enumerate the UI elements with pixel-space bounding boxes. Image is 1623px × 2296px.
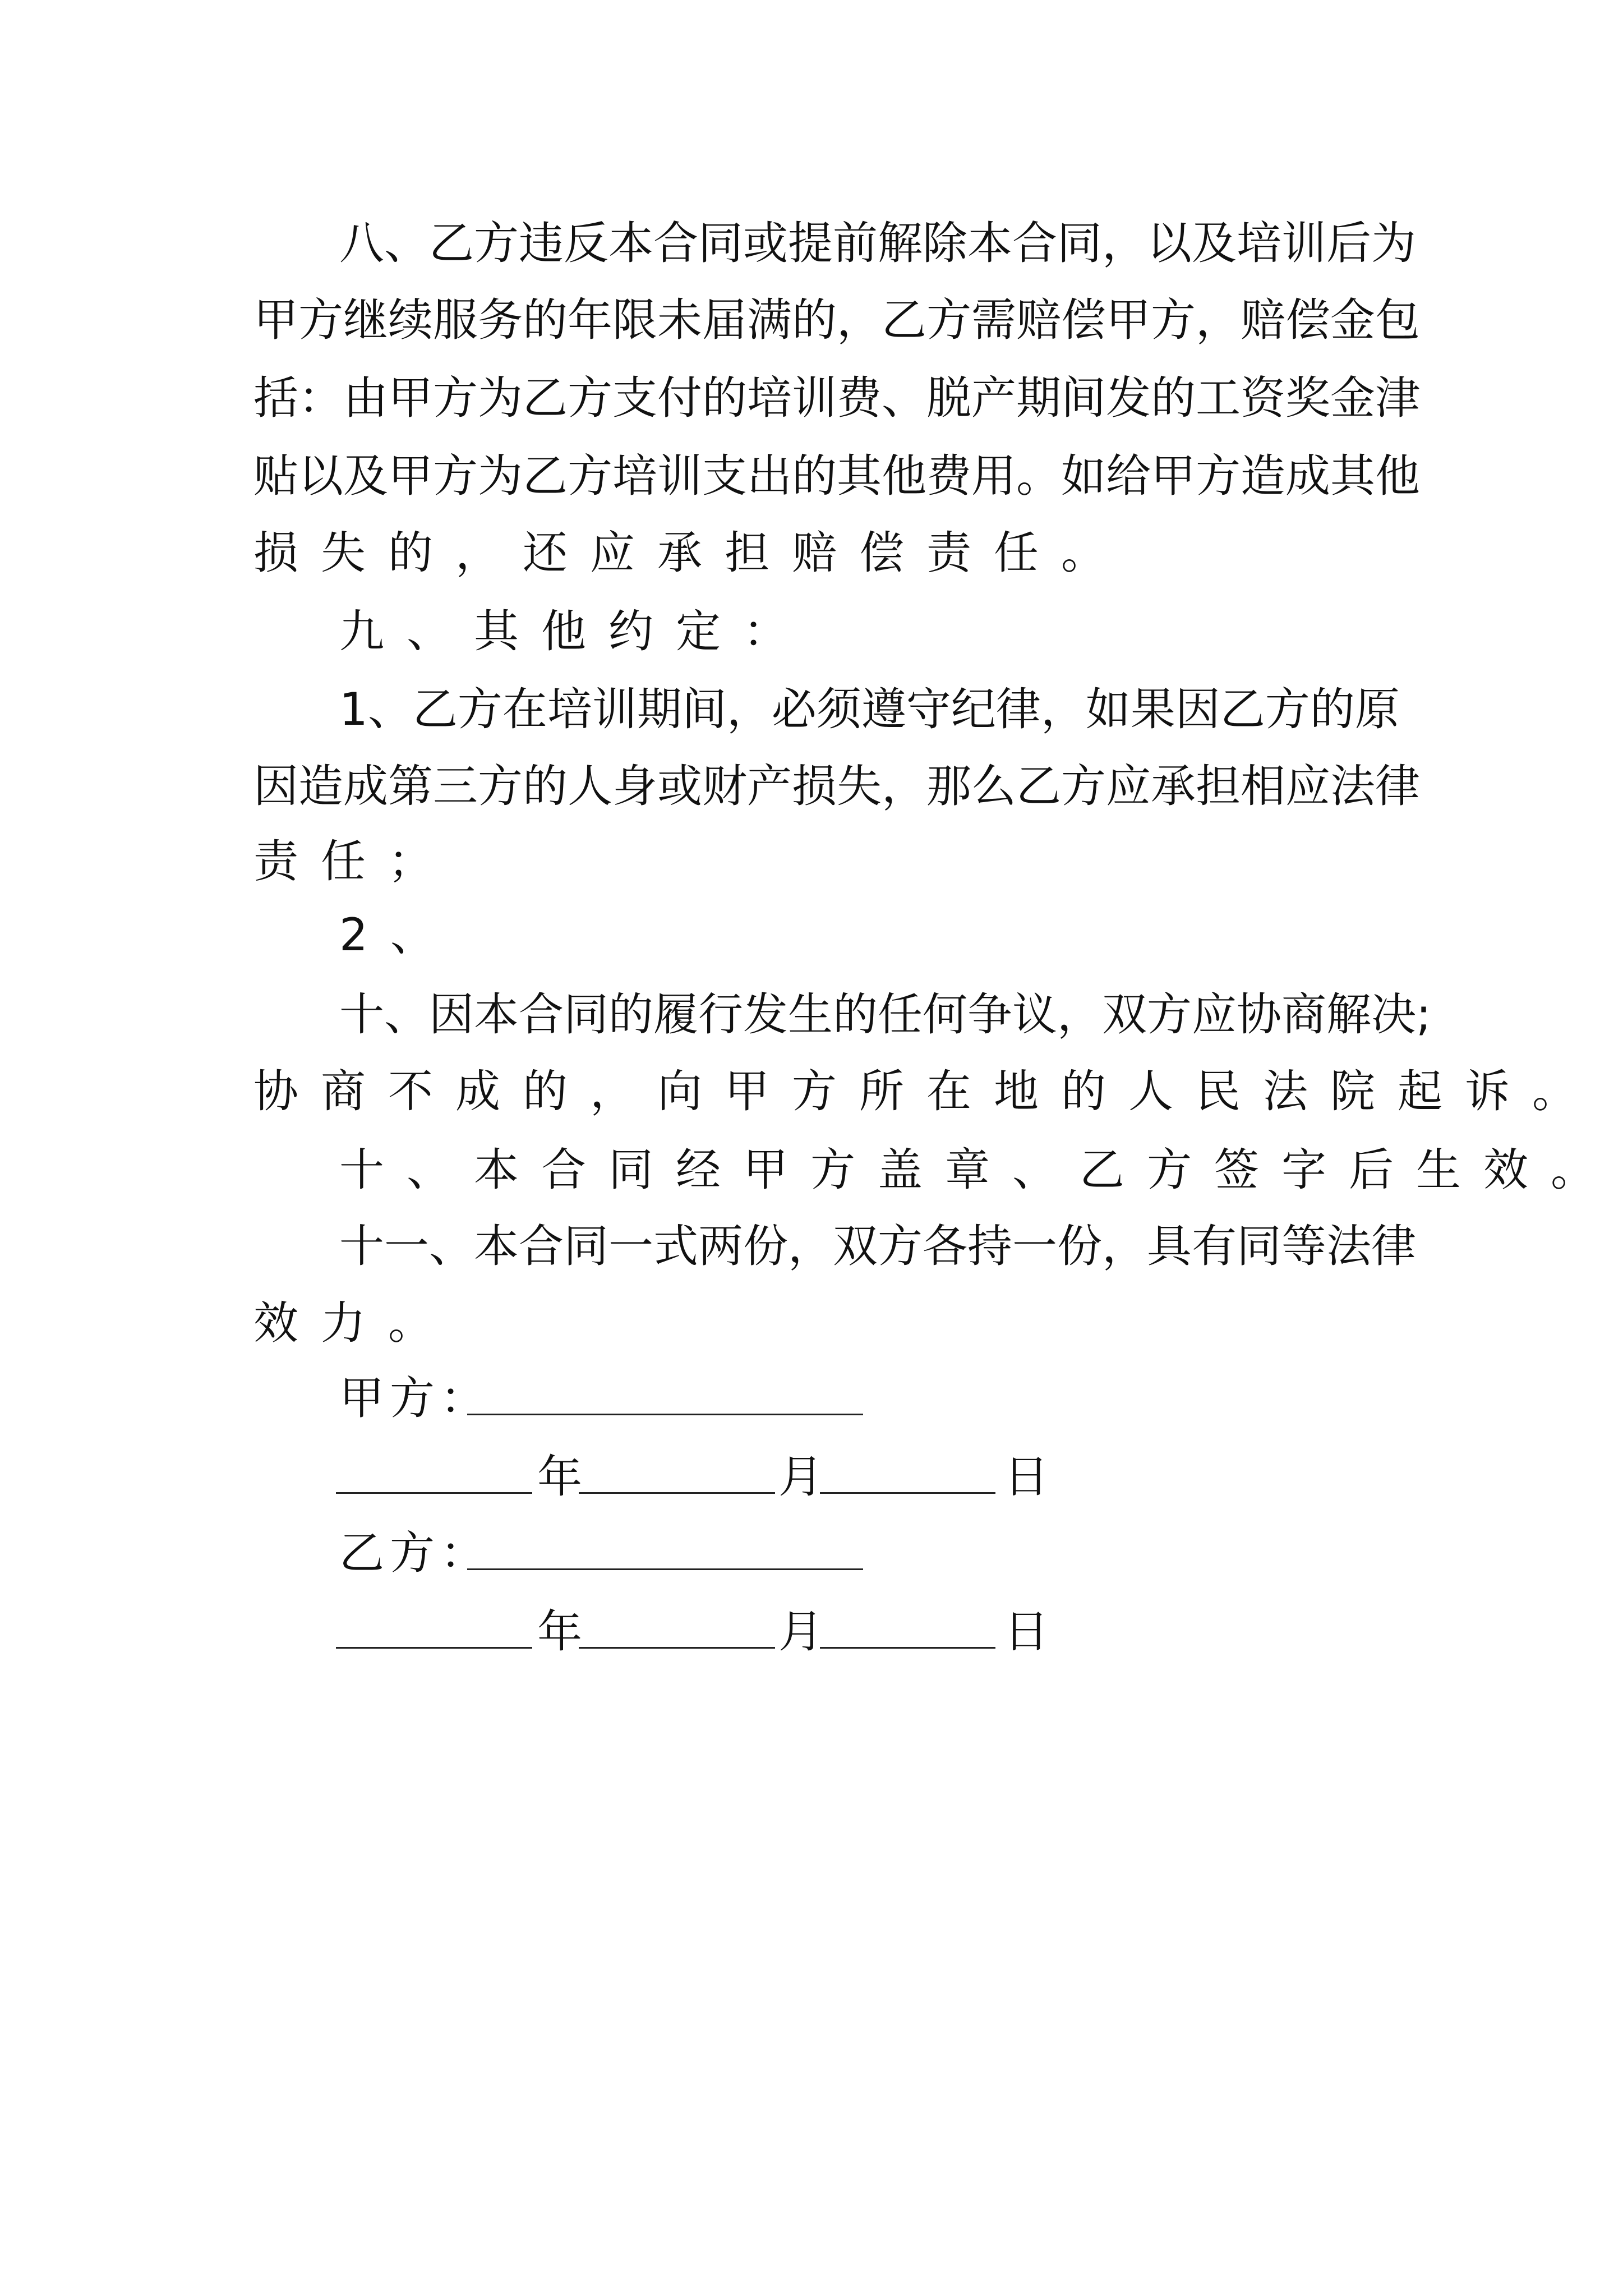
party-b-month-blank[interactable] (579, 1647, 775, 1649)
clause-11-line-2: 效力。 (253, 1297, 455, 1349)
clause-8-line-4: 贴以及甲方为乙方培训支出的其他费用。如给甲方造成其他 (253, 450, 1420, 502)
clause-10-effective: 十、本合同经甲方盖章、乙方签字后生效。 (339, 1144, 1618, 1196)
party-a-year-blank[interactable] (336, 1492, 532, 1494)
clause-9-title: 九、其他约定： (339, 605, 810, 657)
party-a-year-label: 年 (537, 1451, 588, 1503)
clause-11-line-1: 十一、本合同一式两份，双方各持一份，具有同等法律 (339, 1220, 1416, 1272)
party-a-month-blank[interactable] (579, 1492, 775, 1494)
party-b-label: 乙方： (339, 1527, 491, 1579)
party-b-day-label: 日 (1004, 1605, 1054, 1658)
party-a-signature-line[interactable] (467, 1414, 863, 1415)
clause-8-line-1: 八、乙方违反本合同或提前解除本合同，以及培训后为 (339, 217, 1416, 269)
party-a-label: 甲方： (339, 1372, 491, 1424)
clause-9-2: 2、 (339, 909, 458, 961)
clause-10-line-1: 十、因本合同的履行发生的任何争议，双方应协商解决; (339, 988, 1431, 1041)
clause-10-line-2: 协商不成的，向甲方所在地的人民法院起诉。 (253, 1065, 1599, 1117)
party-b-month-label: 月 (778, 1605, 829, 1658)
party-b-day-blank[interactable] (820, 1647, 995, 1649)
clause-9-1-line-2: 因造成第三方的人身或财产损失，那么乙方应承担相应法律 (253, 760, 1420, 812)
party-b-year-blank[interactable] (336, 1647, 532, 1649)
clause-8-line-3: 括：由甲方为乙方支付的培训费、脱产期间发的工资奖金津 (253, 372, 1420, 424)
clause-9-1-line-1: 1、乙方在培训期间，必须遵守纪律，如果因乙方的原 (339, 683, 1400, 735)
party-a-day-label: 日 (1004, 1451, 1054, 1503)
party-a-day-blank[interactable] (820, 1492, 995, 1494)
clause-9-1-line-3: 责任； (253, 835, 455, 887)
party-b-year-label: 年 (537, 1605, 588, 1658)
clause-8-line-5: 损失的，还应承担赔偿责任。 (253, 527, 1128, 579)
party-b-signature-line[interactable] (467, 1568, 863, 1570)
clause-8-line-2: 甲方继续服务的年限未届满的，乙方需赔偿甲方，赔偿金包 (253, 294, 1420, 346)
party-a-month-label: 月 (778, 1451, 829, 1503)
